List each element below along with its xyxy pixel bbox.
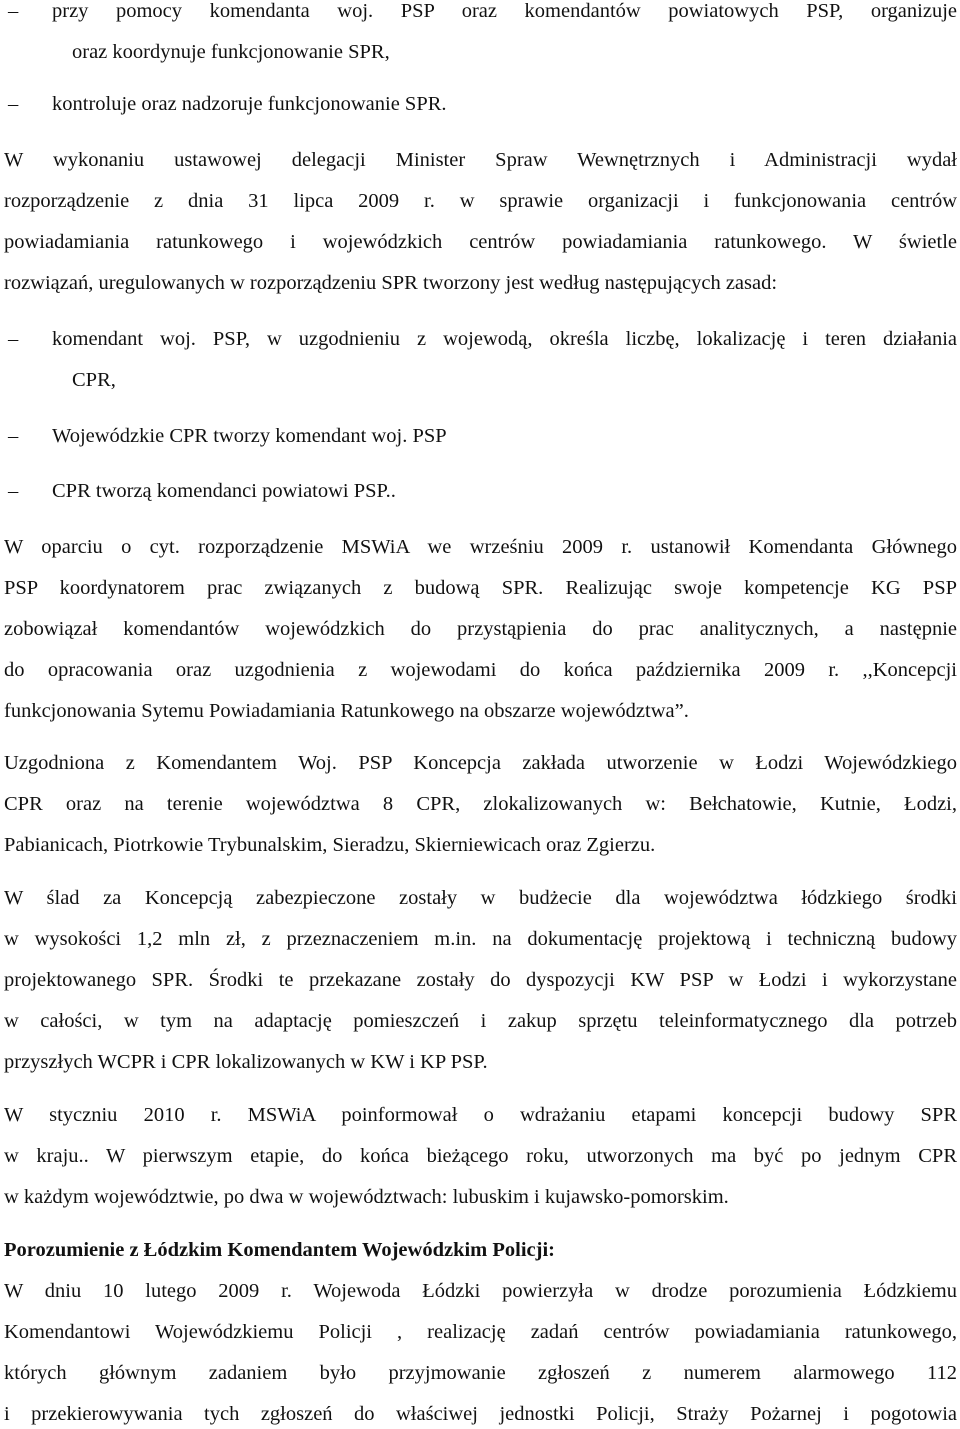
text-line: W styczniu 2010 r. MSWiA poinformował o wdrażaniu etapami koncepcji budowy SPR bbox=[4, 1104, 957, 1126]
dash-marker: – bbox=[8, 425, 19, 447]
text-line: w całości, w tym na adaptację pomieszczeń i zakup sprzętu teleinformatycznego dla potrzeb bbox=[4, 1010, 957, 1032]
text-line: W wykonaniu ustawowej delegacji Minister Spraw Wewnętrznych i Administracji wydał bbox=[4, 149, 957, 171]
text-line: oraz koordynuje funkcjonowanie SPR, bbox=[72, 41, 390, 63]
text-line: W ślad za Koncepcją zabezpieczone zostały w budżecie dla województwa łódzkiego środki bbox=[4, 887, 957, 909]
text-line: w każdym województwie, po dwa w województwach: lubuskim i kujawsko-pomorskim. bbox=[4, 1186, 729, 1208]
text-line: kontroluje oraz nadzoruje funkcjonowanie SPR. bbox=[52, 93, 447, 115]
text-line: Wojewódzkie CPR tworzy komendant woj. PSP bbox=[52, 425, 447, 447]
text-line: rozporządzenie z dnia 31 lipca 2009 r. w sprawie organizacji i funkcjonowania centrów bbox=[4, 190, 957, 212]
text-line: i przekierowywania tych zgłoszeń do właściwej jednostki Policji, Straży Pożarnej i pogotowia bbox=[4, 1403, 957, 1425]
text-line: PSP koordynatorem prac związanych z budową SPR. Realizując swoje kompetencje KG PSP bbox=[4, 577, 957, 599]
text-line: Pabianicach, Piotrkowie Trybunalskim, Sieradzu, Skierniewicach oraz Zgierzu. bbox=[4, 834, 656, 856]
text-line: przyszłych WCPR i CPR lokalizowanych w KW i KP PSP. bbox=[4, 1051, 488, 1073]
text-line: zobowiązał komendantów wojewódzkich do przystąpienia do prac analitycznych, a następnie bbox=[4, 618, 957, 640]
text-line: CPR oraz na terenie województwa 8 CPR, zlokalizowanych w: Bełchatowie, Kutnie, Łodzi, bbox=[4, 793, 957, 815]
dash-marker: – bbox=[8, 0, 19, 22]
text-line: w wysokości 1,2 mln zł, z przeznaczeniem m.in. na dokumentację projektową i techniczną budowy bbox=[4, 928, 957, 950]
text-line: powiadamiania ratunkowego i wojewódzkich centrów powiadamiania ratunkowego. W świetle bbox=[4, 231, 957, 253]
text-line: CPR, bbox=[72, 369, 116, 391]
text-line: do opracowania oraz uzgodnienia z wojewodami do końca października 2009 r. ,,Koncepcji bbox=[4, 659, 957, 681]
section-heading: Porozumienie z Łódzkim Komendantem Wojewódzkim Policji: bbox=[4, 1239, 555, 1261]
bullet-item bbox=[4, 423, 957, 449]
bullet-item bbox=[4, 0, 957, 24]
text-line: przy pomocy komendanta woj. PSP oraz komendantów powiatowych PSP, organizuje bbox=[52, 0, 957, 22]
text-line: funkcjonowania Sytemu Powiadamiania Ratunkowego na obszarze województwa”. bbox=[4, 700, 689, 722]
text-line: projektowanego SPR. Środki te przekazane zostały do dyspozycji KW PSP w Łodzi i wykorzystane bbox=[4, 969, 957, 991]
bullet-item bbox=[4, 326, 957, 352]
text-line: W oparciu o cyt. rozporządzenie MSWiA we wrześniu 2009 r. ustanowił Komendanta Głównego bbox=[4, 536, 957, 558]
bullet-item bbox=[4, 478, 957, 504]
text-line: CPR tworzą komendanci powiatowi PSP.. bbox=[52, 480, 396, 502]
bullet-item bbox=[4, 91, 957, 117]
text-line: których głównym zadaniem było przyjmowanie zgłoszeń z numerem alarmowego 112 bbox=[4, 1362, 957, 1384]
dash-marker: – bbox=[8, 480, 19, 502]
dash-marker: – bbox=[8, 93, 19, 115]
text-line: rozwiązań, uregulowanych w rozporządzeniu SPR tworzony jest według następujących zasad: bbox=[4, 272, 778, 294]
text-line: Uzgodniona z Komendantem Woj. PSP Koncepcja zakłada utworzenie w Łodzi Wojewódzkiego bbox=[4, 752, 957, 774]
text-line: Komendantowi Wojewódzkiemu Policji , realizację zadań centrów powiadamiania ratunkowego, bbox=[4, 1321, 957, 1343]
text-line: w kraju.. W pierwszym etapie, do końca bieżącego roku, utworzonych ma być po jednym CPR bbox=[4, 1145, 957, 1167]
text-line: komendant woj. PSP, w uzgodnieniu z wojewodą, określa liczbę, lokalizację i teren działania bbox=[52, 328, 957, 350]
text-line: W dniu 10 lutego 2009 r. Wojewoda Łódzki powierzyła w drodze porozumienia Łódzkiemu bbox=[4, 1280, 957, 1302]
dash-marker: – bbox=[8, 328, 19, 350]
